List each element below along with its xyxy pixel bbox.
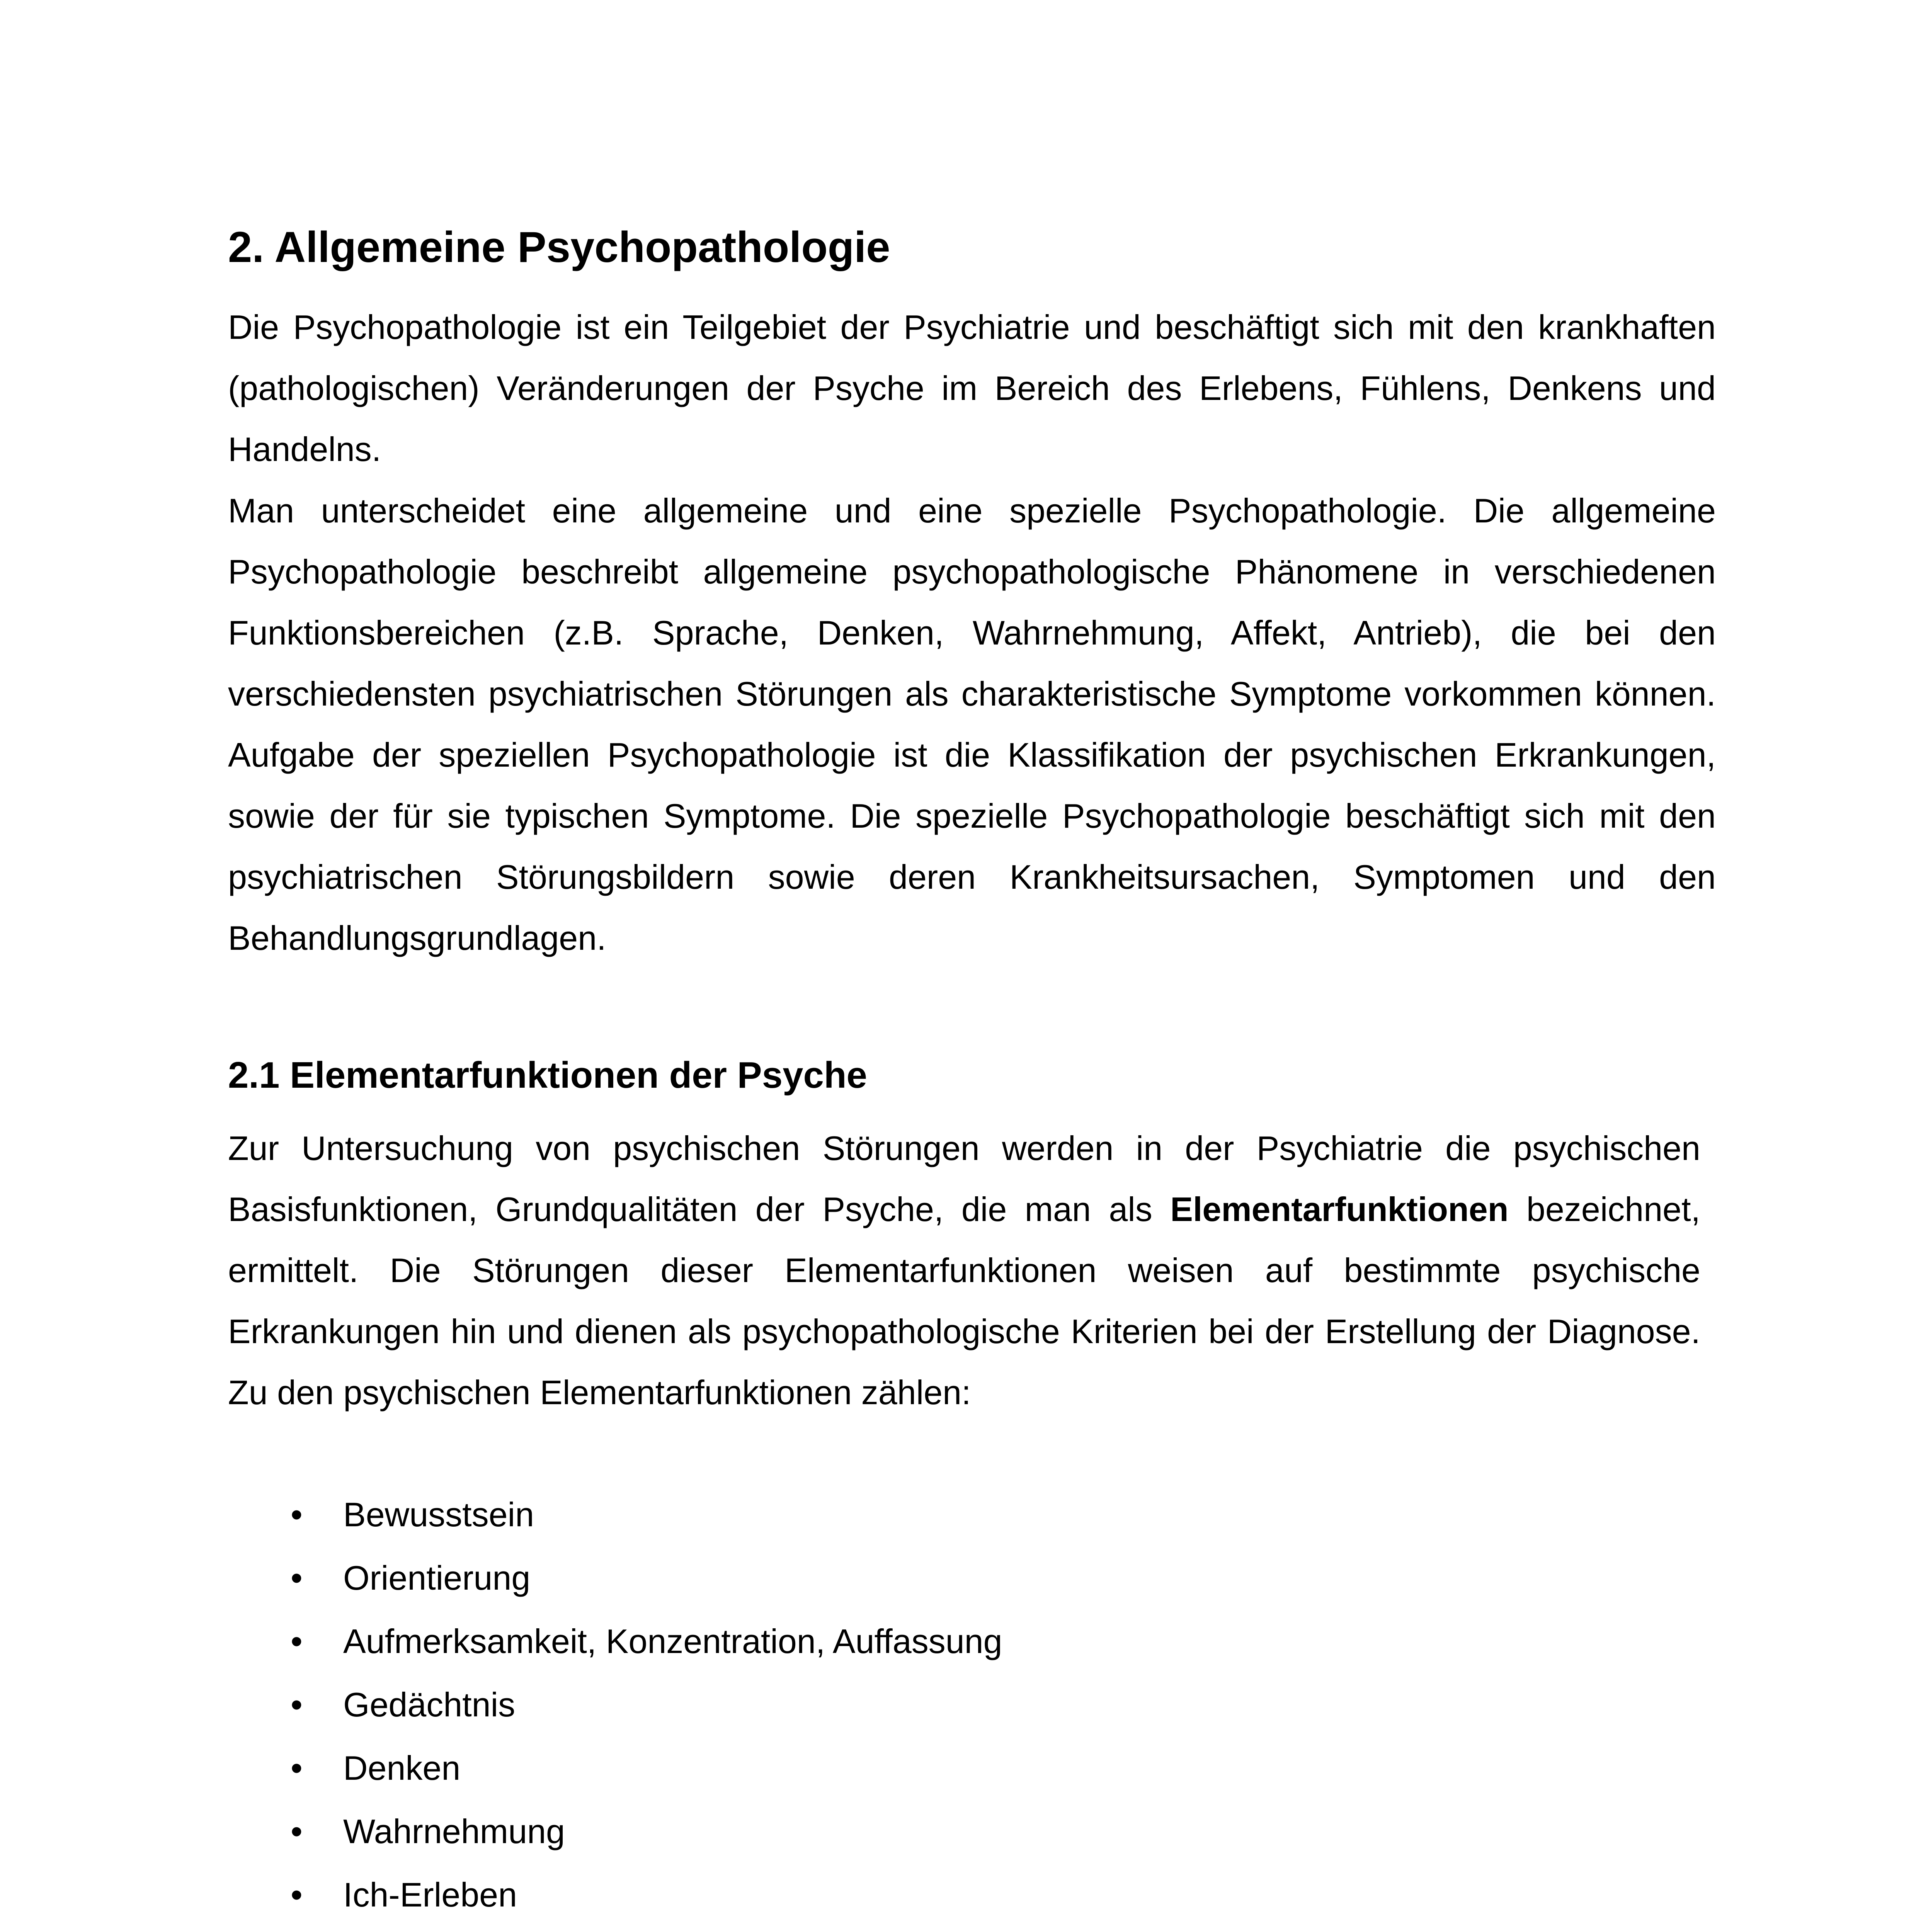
- elementary-functions-list: [286, 1483, 1002, 1932]
- list-item: [286, 1673, 1002, 1736]
- list-item: [286, 1863, 1002, 1927]
- bullet-icon: •: [291, 1495, 303, 1534]
- bullet-icon: •: [291, 1622, 303, 1660]
- list-item: [286, 1610, 1002, 1673]
- list-item-label: Denken: [343, 1749, 461, 1787]
- list-item: [286, 1927, 1002, 1932]
- bullet-icon: •: [291, 1749, 303, 1787]
- bold-term: Elementarfunktionen: [1170, 1190, 1509, 1228]
- chapter-heading: 2. Allgemeine Psychopathologie: [228, 223, 890, 271]
- bullet-icon: •: [291, 1685, 303, 1724]
- list-item: [286, 1546, 1002, 1610]
- section-text-part-2: bezeichnet, ermittelt. Die Störungen dieser Elementarfunktionen weisen auf bestimmte psychische Erkrankungen hin und dienen als psychopathologische Kriterien bei der Erstellung der Diagnose. Zu den psychischen Elementarfunktionen zählen:: [228, 1190, 1701, 1412]
- intro-paragraph-1: Die Psychopathologie ist ein Teilgebiet der Psychiatrie und beschäftigt sich mit den krankhaften (pathologischen) Veränderungen der Psyche im Bereich des Erlebens, Fühlens, Denkens und Handelns.: [228, 308, 1716, 468]
- list-item-label: Wahrnehmung: [343, 1812, 565, 1850]
- list-item: [286, 1800, 1002, 1863]
- bullet-icon: •: [291, 1559, 303, 1597]
- bullet-icon: •: [291, 1876, 303, 1914]
- bullet-icon: [291, 1927, 303, 1932]
- section-text-part-1: Zur Untersuchung von psychischen Störungen werden in der Psychiatrie die psychischen Basisfunktionen, Grundqualitäten der Psyche, die man als: [228, 1129, 1700, 1228]
- list-item: [286, 1483, 1002, 1546]
- section-paragraph: [228, 1118, 1700, 1423]
- section-heading: 2.1 Elementarfunktionen der Psyche: [228, 1054, 867, 1096]
- list-item-label: Aufmerksamkeit, Konzentration, Auffassung: [343, 1622, 1002, 1660]
- bullet-icon: •: [291, 1812, 303, 1850]
- intro-paragraph-2: Man unterscheidet eine allgemeine und eine spezielle Psychopathologie. Die allgemeine Psychopathologie beschreibt allgemeine psychopathologische Phänomene in verschiedenen Funktionsbereichen (z.B. Sprache, Denken, Wahrnehmung, Affekt, Antrieb), die bei den verschiedensten psychiatrischen Störungen als charakteristische Symptome vorkommen können. Aufgabe der speziellen Psychopathologie ist die Klassifikation der psychischen Erkrankungen, sowie der für sie typischen Symptome. Die spezielle Psychopathologie beschäftigt sich mit den psychiatrischen Störungsbildern sowie deren Krankheitsursachen, Symptomen und den Behandlungsgrundlagen.: [228, 492, 1716, 957]
- list-item-label: Bewusstsein: [343, 1495, 534, 1534]
- list-item: [286, 1736, 1002, 1800]
- list-item-label: Gedächtnis: [343, 1685, 516, 1724]
- list-item-label: Orientierung: [343, 1559, 531, 1597]
- list-item-label: Ich-Erleben: [343, 1876, 517, 1914]
